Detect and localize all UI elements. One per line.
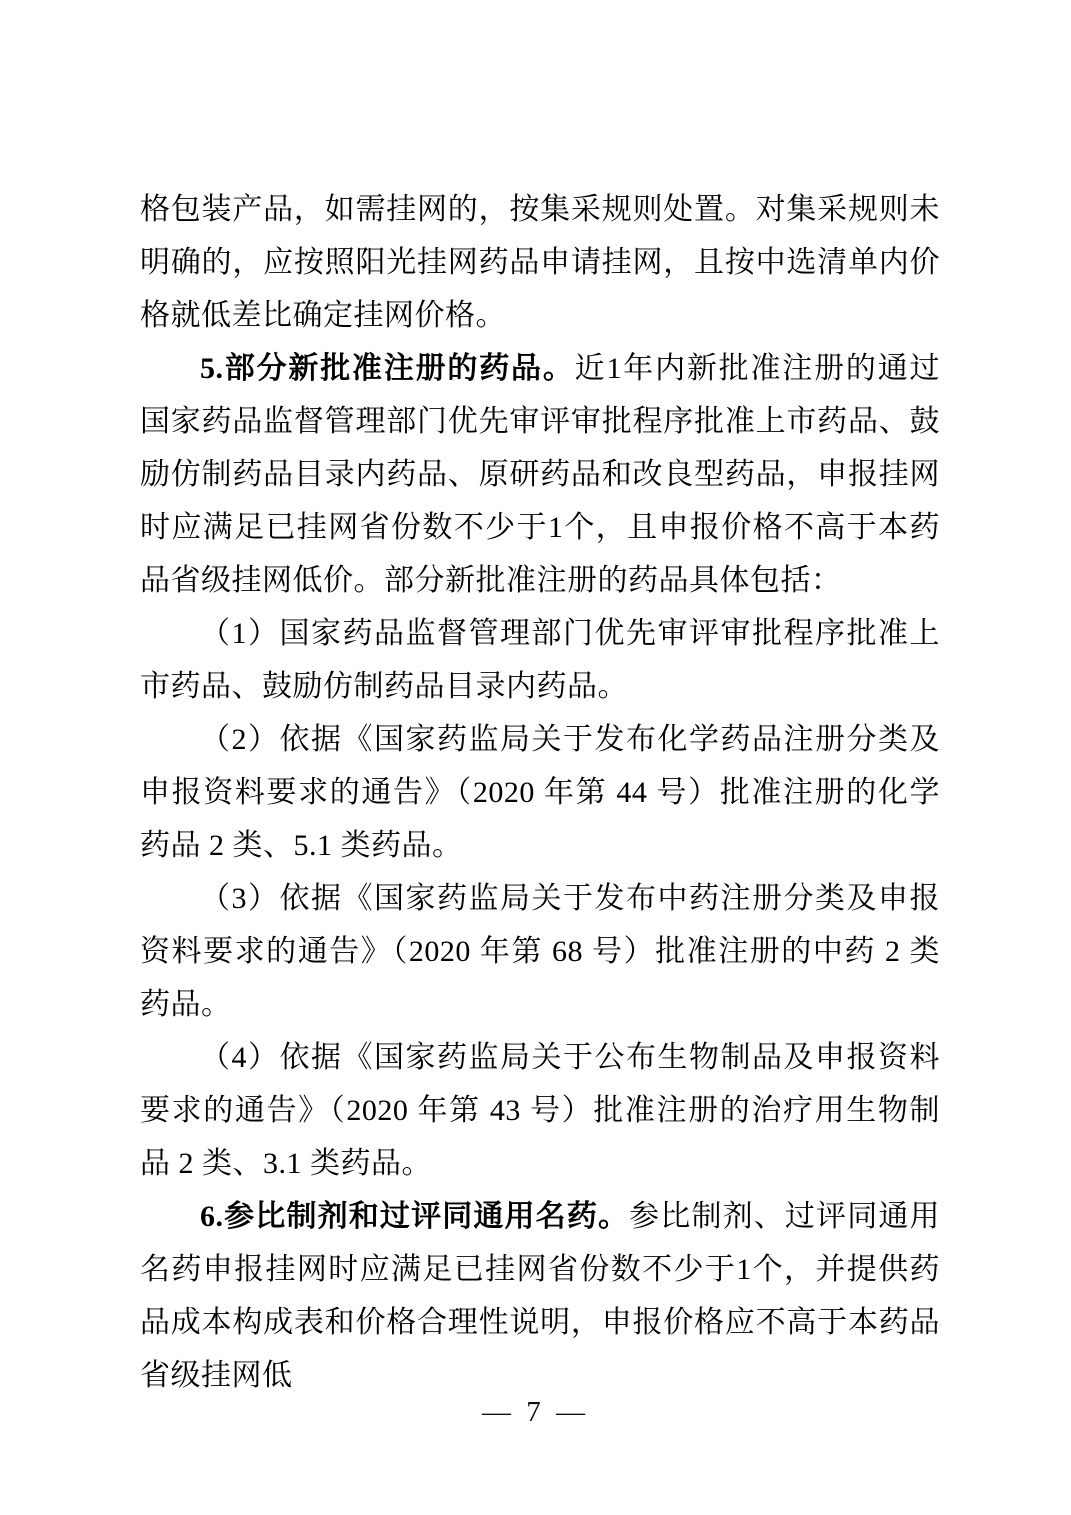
paragraph [140,607,940,713]
page-number: — 7 — [482,1396,589,1428]
text-run: 格包装产品，如需挂网的，按集采规则处置。对集采规则未明确的，应按照阳光挂网药品申请挂网，且按中选清单内价格就低差比确定挂网价格。 [140,193,940,332]
item-heading-run: 6.参比制剂和过评同通用名药。 [200,1200,630,1233]
paragraph [140,342,940,607]
paragraph [140,713,940,872]
text-run: 近1年内新批准注册的通过国家药品监督管理部门优先审评审批程序批准上市药品、鼓励仿制药品目录内药品、原研药品和改良型药品，申报挂网时应满足已挂网省份数不少于1个，且申报价格不高于本药品省级挂网低价。部分新批准注册的药品具体包括： [140,352,941,597]
text-run: 参比制剂、过评同通用名药申报挂网时应满足已挂网省份数不少于1个，并提供药品成本构成表和价格合理性说明，申报价格应不高于本药品省级挂网低 [140,1200,941,1392]
paragraph [140,1031,940,1190]
paragraph [140,183,940,342]
text-run: （2）依据《国家药监局关于发布化学药品注册分类及申报资料要求的通告》（2020 年第 44 号）批准注册的化学药品 2 类、5.1 类药品。 [140,723,940,862]
text-run: （3）依据《国家药监局关于发布中药注册分类及申报资料要求的通告》（2020 年第 68 号）批准注册的中药 2 类药品。 [140,882,940,1021]
text-run: （4）依据《国家药监局关于公布生物制品及申报资料要求的通告》（2020 年第 43 号）批准注册的治疗用生物制品 2 类、3.1 类药品。 [140,1041,940,1180]
item-heading-run: 5.部分新批准注册的药品。 [200,352,575,385]
document-body [140,183,940,1402]
paragraph [140,872,940,1031]
text-run: （1）国家药品监督管理部门优先审评审批程序批准上市药品、鼓励仿制药品目录内药品。 [140,617,940,703]
paragraph [140,1190,940,1402]
